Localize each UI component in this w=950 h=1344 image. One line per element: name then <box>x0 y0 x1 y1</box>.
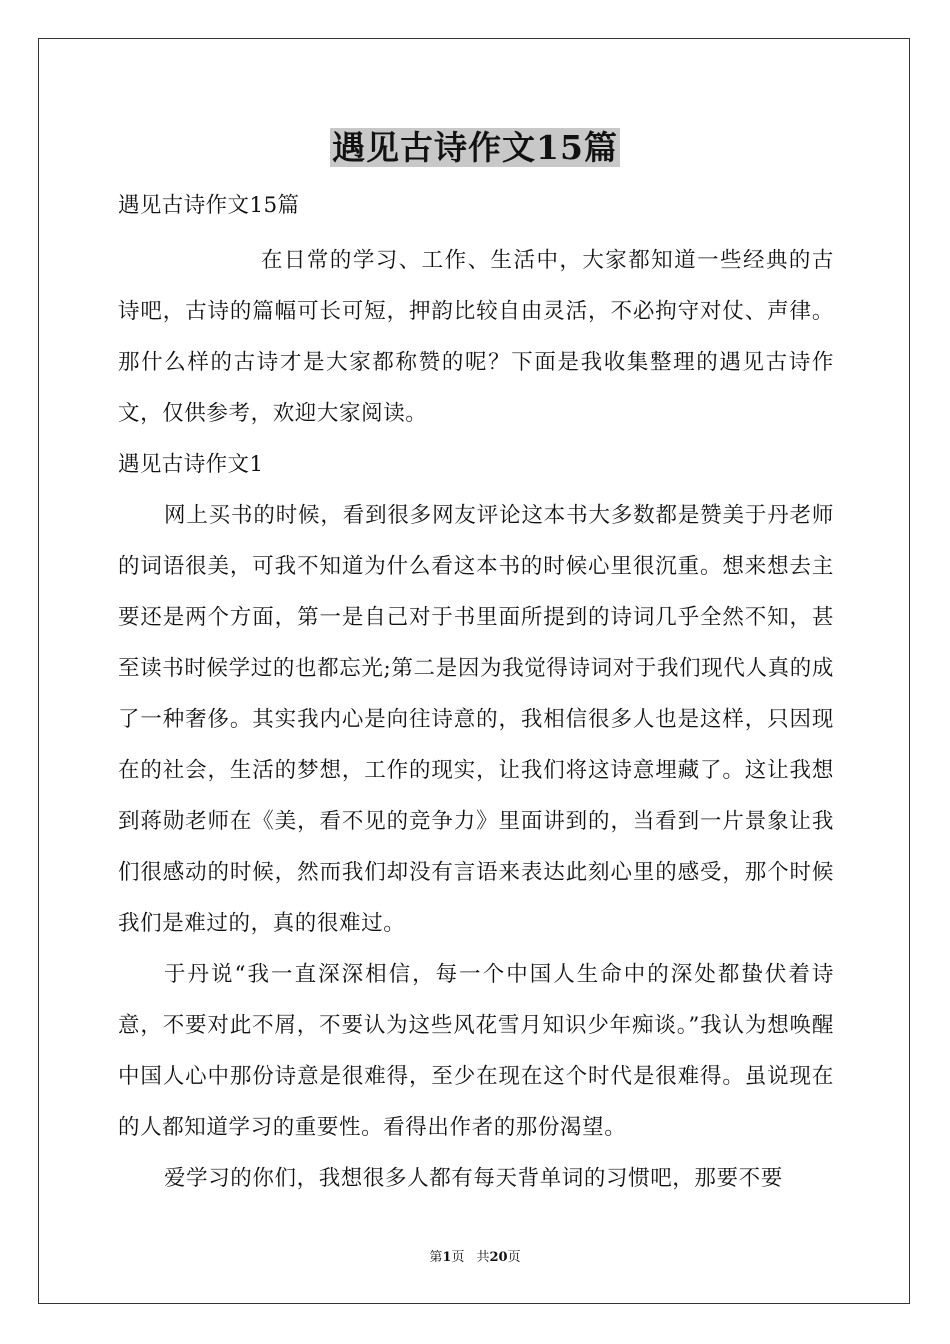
page-total-prefix: 共 <box>476 1250 490 1265</box>
page-number-prefix: 第 <box>429 1250 443 1265</box>
document-title-text: 遇见古诗作文15篇 <box>332 128 618 167</box>
body-paragraph-1: 网上买书的时候，看到很多网友评论这本书大多数都是赞美于丹老师的词语很美，可我不知道为什么看这本书的时候心里很沉重。想来想去主要还是两个方面，第一是自己对于书里面所提到的诗词几乎全然不知，甚至读书时候学过的也都忘光;第二是因为我觉得诗词对于我们现代人真的成了一种奢侈。其实我内心是向往诗意的，我相信很多人也是这样，只因现在的社会，生活的梦想，工作的现实，让我们将这诗意埋藏了。这让我想到蒋勋老师在《美，看不见的竞争力》里面讲到的，当看到一片景象让我们很感动的时候，然而我们却没有言语来表达此刻心里的感受，那个时候我们是难过的，真的很难过。 <box>118 503 834 936</box>
body-paragraph-2: 于丹说“我一直深深相信，每一个中国人生命中的深处都蛰伏着诗意，不要对此不屑，不要认为这些风花雪月知识少年痴谈。”我认为想唤醒中国人心中那份诗意是很难得，至少在现在这个时代是很难得。虽说现在的人都知道学习的重要性。看得出作者的那份渴望。 <box>118 962 834 1140</box>
document-body <box>118 180 834 1204</box>
document-title <box>0 126 950 170</box>
page-number-unit: 页 <box>451 1250 465 1265</box>
page-total-unit: 页 <box>507 1250 521 1265</box>
document-subtitle: 遇见古诗作文15篇 <box>118 193 300 218</box>
page-number-current: 1 <box>442 1250 452 1265</box>
intro-paragraph: 在日常的学习、工作、生活中，大家都知道一些经典的古诗吧，古诗的篇幅可长可短，押韵比较自由灵活，不必拘守对仗、声律。那什么样的古诗才是大家都称赞的呢？下面是我收集整理的遇见古诗作文，仅供参考，欢迎大家阅读。 <box>118 248 834 426</box>
page-total-count: 20 <box>489 1250 508 1265</box>
section-heading: 遇见古诗作文1 <box>118 452 264 477</box>
body-paragraph-3: 爱学习的你们，我想很多人都有每天背单词的习惯吧，那要不要 <box>164 1166 783 1191</box>
page-footer <box>0 1250 950 1266</box>
